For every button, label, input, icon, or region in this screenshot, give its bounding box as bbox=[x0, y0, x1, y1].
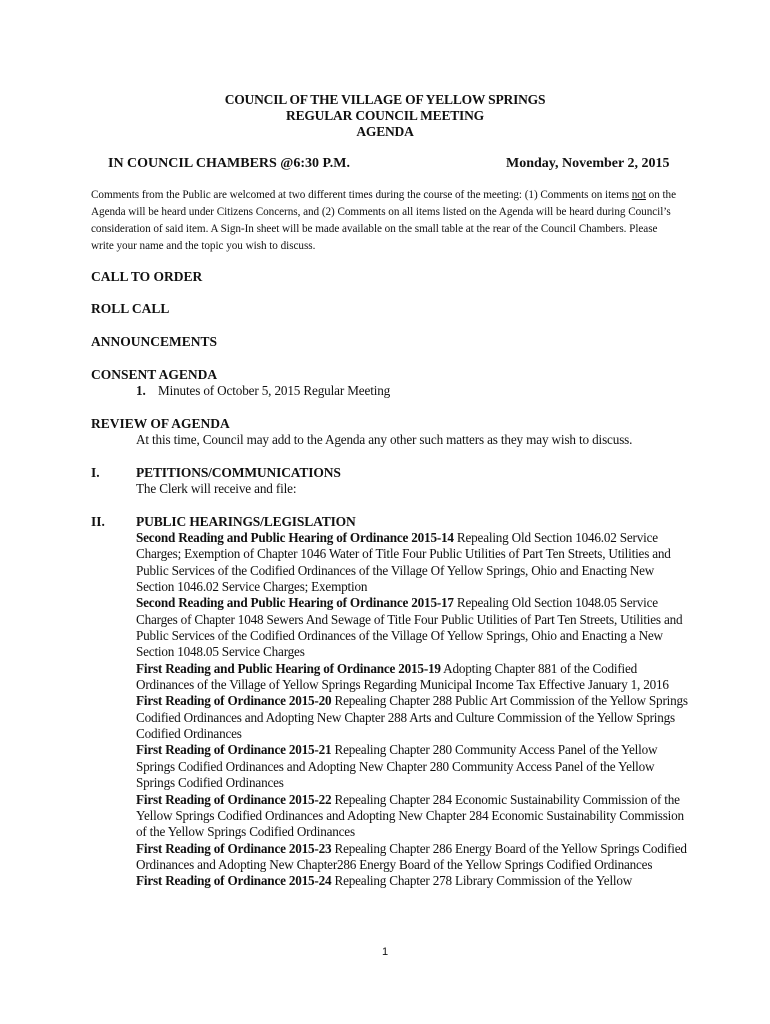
consent-item-minutes: Minutes of October 5, 2015 Regular Meeting bbox=[158, 383, 391, 398]
section-announcements: ANNOUNCEMENTS bbox=[91, 334, 218, 349]
ordinance-heading: Second Reading and Public Hearing of Ordinance 2015-14 bbox=[136, 530, 454, 545]
ordinance-heading: Second Reading and Public Hearing of Ordinance 2015-17 bbox=[136, 595, 454, 611]
legislation-entry-ordinance-2015-21 bbox=[136, 742, 688, 791]
legislation-entry-ordinance-2015-22 bbox=[136, 792, 688, 841]
item-1-numeral: I. bbox=[91, 465, 100, 480]
section-roll-call: ROLL CALL bbox=[91, 301, 170, 316]
ordinance-description: Repealing Chapter 284 Economic Sustainability Commission of the Yellow Springs Codified Ordinances and Adopting New Chapter 284 Economic Sustainability Commission of the Yellow Springs Codified Ordinances bbox=[136, 791, 684, 840]
item-2-numeral: II. bbox=[91, 514, 105, 529]
section-call-to-order: CALL TO ORDER bbox=[91, 269, 203, 284]
legislation-list bbox=[136, 530, 688, 890]
section-consent-agenda: CONSENT AGENDA bbox=[91, 367, 218, 382]
legislation-entry-ordinance-2015-14 bbox=[136, 530, 688, 595]
item-1-title: PETITIONS/COMMUNICATIONS bbox=[136, 465, 341, 480]
ordinance-heading: First Reading of Ordinance 2015-24 bbox=[136, 873, 332, 889]
notice-text-part2: on the Agenda will be heard under Citizens Concerns, and (2) Comments on all items listed on the Agenda will be heard during Council’s consideration of said item. A Sign-In sheet will be made available on the small table at the rear of the Council Chambers. Please write your name and the topic you wish to discuss. bbox=[91, 189, 677, 252]
ordinance-description: Repealing Old Section 1046.02 Service Charges; Exemption of Chapter 1046 Water of Title Four Public Utilities of Part Ten Streets, Utilities and Public Services of the Codified Ordinances of the Village Of Yellow Springs, Ohio and Enacting New Section 1046.02 Service Charges; Exemption bbox=[136, 530, 671, 595]
consent-item-number: 1. bbox=[136, 383, 146, 398]
item-1-text: The Clerk will receive and file: bbox=[136, 481, 297, 496]
ordinance-description: Repealing Old Section 1048.05 Service Charges of Chapter 1048 Sewers And Sewage of Title Four Public Utilities of Part Ten Streets, Utilities and Public Services of the Codified Ordinances of the Village Of Yellow Springs, Ohio and Enacting a New Section 1048.05 Service Charges bbox=[136, 595, 683, 660]
meeting-location: IN COUNCIL CHAMBERS @6:30 P.M. bbox=[108, 156, 350, 171]
legislation-entry-ordinance-2015-24 bbox=[136, 873, 688, 889]
review-of-agenda-text: At this time, Council may add to the Agenda any other such matters as they may wish to discuss. bbox=[136, 432, 633, 447]
council-title: COUNCIL OF THE VILLAGE OF YELLOW SPRINGS bbox=[224, 92, 546, 107]
ordinance-description: Repealing Chapter 286 Energy Board of the Yellow Springs Codified Ordinances and Adopting New Chapter286 Energy Board of the Yellow Springs Codified Ordinances bbox=[136, 840, 687, 872]
notice-emphasis: not bbox=[631, 189, 646, 201]
ordinance-description: Adopting Chapter 881 of the Codified Ordinances of the Village of Yellow Springs Regarding Municipal Income Tax Effective January 1, 2016 bbox=[136, 660, 669, 693]
meeting-type-title: REGULAR COUNCIL MEETING bbox=[286, 108, 484, 123]
ordinance-description: Repealing Chapter 280 Community Access Panel of the Yellow Springs Codified Ordinances and Adopting New Chapter 280 Community Access Panel of the Yellow Springs Codified Ordinances bbox=[136, 742, 658, 791]
agenda-title: AGENDA bbox=[356, 124, 414, 139]
page-number: 1 bbox=[381, 946, 389, 958]
legislation-entry-ordinance-2015-19 bbox=[136, 661, 688, 694]
legislation-entry-ordinance-2015-20 bbox=[136, 693, 688, 742]
ordinance-heading: First Reading of Ordinance 2015-23 bbox=[136, 840, 332, 856]
ordinance-heading: First Reading of Ordinance 2015-20 bbox=[136, 693, 332, 709]
item-2-title: PUBLIC HEARINGS/LEGISLATION bbox=[136, 514, 356, 529]
ordinance-heading: First Reading and Public Hearing of Ordinance 2015-19 bbox=[136, 660, 441, 676]
notice-text-part1: Comments from the Public are welcomed at two different times during the course of the meeting: (1) Comments on items bbox=[91, 189, 632, 201]
legislation-entry-ordinance-2015-17 bbox=[136, 595, 688, 660]
ordinance-heading: First Reading of Ordinance 2015-21 bbox=[136, 742, 332, 758]
ordinance-heading: First Reading of Ordinance 2015-22 bbox=[136, 791, 332, 807]
ordinance-description: Repealing Chapter 278 Library Commission of the Yellow bbox=[331, 873, 633, 889]
meeting-date: Monday, November 2, 2015 bbox=[506, 156, 670, 171]
ordinance-description: Repealing Chapter 288 Public Art Commission of the Yellow Springs Codified Ordinances and Adopting New Chapter 288 Arts and Culture Commission of the Yellow Springs Codified Ordinances bbox=[136, 693, 688, 742]
public-comment-notice bbox=[91, 187, 677, 255]
legislation-entry-ordinance-2015-23 bbox=[136, 841, 688, 874]
section-review-of-agenda: REVIEW OF AGENDA bbox=[91, 416, 230, 431]
